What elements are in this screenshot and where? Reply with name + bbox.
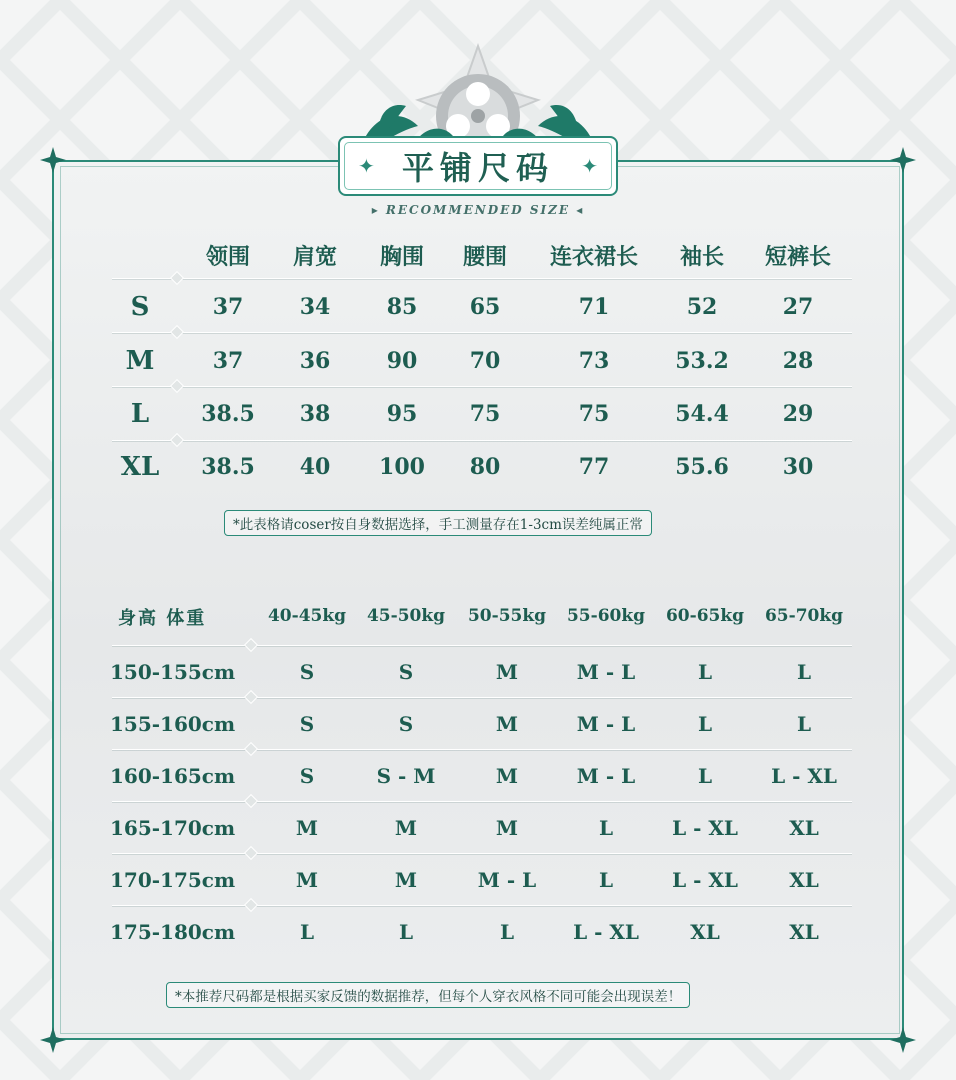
- row-divider: [112, 386, 852, 387]
- sparkle-icon: ✦: [581, 154, 598, 178]
- size-table-cell: 38.5: [201, 401, 255, 427]
- height-label: 155-160cm: [110, 712, 236, 736]
- recommend-table-cell: XL: [789, 868, 819, 892]
- recommend-corner-label: 身高 体重: [118, 608, 207, 629]
- row-divider: [112, 801, 852, 802]
- recommend-table-header: 50-55kg: [467, 606, 547, 626]
- row-divider: [112, 332, 852, 333]
- size-table-cell: 52: [686, 294, 718, 320]
- size-label: M: [125, 346, 155, 376]
- recommend-table-cell: L: [697, 712, 713, 736]
- recommend-table-cell: L: [796, 660, 812, 684]
- recommend-table-cell: L: [398, 920, 414, 944]
- size-table-header: 肩宽: [292, 244, 338, 270]
- size-label: L: [130, 399, 150, 429]
- row-divider: [112, 749, 852, 750]
- page-subtitle: [0, 203, 956, 217]
- recommend-table-header: 60-65kg: [665, 606, 745, 626]
- recommend-table-cell: L: [299, 920, 315, 944]
- recommend-table-header: 65-70kg: [764, 606, 844, 626]
- recommend-table-cell: L: [697, 764, 713, 788]
- recommend-table-cell: S - M: [376, 764, 436, 788]
- size-table-cell: 29: [782, 401, 814, 427]
- recommend-table-cell: L: [598, 816, 614, 840]
- size-table-cell: 54.4: [675, 401, 729, 427]
- corner-sparkle-icon: [890, 147, 916, 173]
- arrow-left-icon: ◂: [570, 203, 585, 217]
- recommend-table-cell: M: [394, 816, 418, 840]
- recommend-table-cell: L: [598, 868, 614, 892]
- recommend-table-header: 40-45kg: [267, 606, 347, 626]
- recommend-table-cell: M: [495, 764, 519, 788]
- recommend-table-cell: L - XL: [672, 816, 738, 840]
- size-table-cell: 65: [469, 294, 501, 320]
- size-table-cell: 53.2: [675, 348, 729, 374]
- size-table-cell: 40: [299, 454, 331, 480]
- recommend-table-cell: S: [398, 712, 414, 736]
- recommend-table-header: 55-60kg: [566, 606, 646, 626]
- recommend-table-cell: S: [299, 712, 315, 736]
- size-table-cell: 36: [299, 348, 331, 374]
- size-table-cell: 70: [469, 348, 501, 374]
- recommend-table-header: 45-50kg: [366, 606, 446, 626]
- size-label: S: [130, 292, 150, 322]
- row-divider: [112, 278, 852, 279]
- recommend-table-cell: L - XL: [573, 920, 639, 944]
- size-table-header: 领围: [205, 244, 251, 270]
- size-table-cell: 30: [782, 454, 814, 480]
- recommend-table-note: *本推荐尺码都是根据买家反馈的数据推荐，但每个人穿衣风格不同可能会出现误差！: [166, 982, 690, 1008]
- size-table-cell: 85: [386, 294, 418, 320]
- size-table-cell: 75: [578, 401, 610, 427]
- size-table-cell: 80: [469, 454, 501, 480]
- recommend-table-cell: M: [495, 712, 519, 736]
- recommend-table-cell: S: [299, 764, 315, 788]
- size-table-header: 袖长: [679, 244, 725, 270]
- recommend-table-cell: L: [697, 660, 713, 684]
- recommend-table-cell: M - L: [477, 868, 537, 892]
- size-table-header: 腰围: [462, 244, 508, 270]
- recommend-table-cell: M - L: [576, 764, 636, 788]
- recommend-table-cell: S: [299, 660, 315, 684]
- size-table-cell: 38: [299, 401, 331, 427]
- sparkle-icon: ✦: [358, 154, 375, 178]
- recommend-table-cell: XL: [789, 920, 819, 944]
- recommend-table-cell: S: [398, 660, 414, 684]
- height-label: 165-170cm: [110, 816, 236, 840]
- size-table-cell: 37: [212, 348, 244, 374]
- recommend-table-cell: L: [796, 712, 812, 736]
- recommend-table-cell: L - XL: [672, 868, 738, 892]
- title-banner: [338, 136, 618, 196]
- row-divider: [112, 440, 852, 441]
- size-table-header: 连衣裙长: [549, 244, 639, 270]
- corner-sparkle-icon: [40, 147, 66, 173]
- size-table-cell: 27: [782, 294, 814, 320]
- recommend-table-cell: M: [295, 816, 319, 840]
- size-label: XL: [120, 452, 160, 482]
- recommend-table-cell: M - L: [576, 660, 636, 684]
- recommend-table-cell: M: [394, 868, 418, 892]
- subtitle-text: RECOMMENDED SIZE: [385, 203, 571, 217]
- recommend-table-cell: M: [295, 868, 319, 892]
- recommend-table-cell: M: [495, 816, 519, 840]
- row-divider: [112, 853, 852, 854]
- size-table-cell: 37: [212, 294, 244, 320]
- height-label: 160-165cm: [110, 764, 236, 788]
- recommend-table-cell: L: [499, 920, 515, 944]
- recommend-table-cell: L - XL: [771, 764, 837, 788]
- size-table-header: 胸围: [379, 244, 425, 270]
- row-divider: [112, 697, 852, 698]
- height-label: 150-155cm: [110, 660, 236, 684]
- row-divider: [112, 645, 852, 646]
- size-table-cell: 100: [379, 454, 425, 480]
- size-table-cell: 75: [469, 401, 501, 427]
- size-table-header: 短裤长: [764, 244, 832, 270]
- recommend-table-cell: M - L: [576, 712, 636, 736]
- recommend-table-cell: XL: [690, 920, 720, 944]
- size-table-cell: 73: [578, 348, 610, 374]
- size-table-cell: 95: [386, 401, 418, 427]
- size-table-cell: 55.6: [675, 454, 729, 480]
- corner-sparkle-icon: [890, 1027, 916, 1053]
- size-table-cell: 34: [299, 294, 331, 320]
- recommend-table-cell: XL: [789, 816, 819, 840]
- recommend-table-cell: M: [495, 660, 519, 684]
- size-table-note: *此表格请coser按自身数据选择，手工测量存在1-3cm误差纯属正常: [224, 510, 652, 536]
- row-divider: [112, 905, 852, 906]
- size-table-cell: 90: [386, 348, 418, 374]
- size-table-cell: 38.5: [201, 454, 255, 480]
- corner-sparkle-icon: [40, 1027, 66, 1053]
- height-label: 175-180cm: [110, 920, 236, 944]
- height-label: 170-175cm: [110, 868, 236, 892]
- arrow-right-icon: ▸: [371, 203, 386, 217]
- size-table-cell: 77: [578, 454, 610, 480]
- size-table-cell: 71: [578, 294, 610, 320]
- size-table-cell: 28: [782, 348, 814, 374]
- page-title: 平铺尺码: [401, 149, 554, 187]
